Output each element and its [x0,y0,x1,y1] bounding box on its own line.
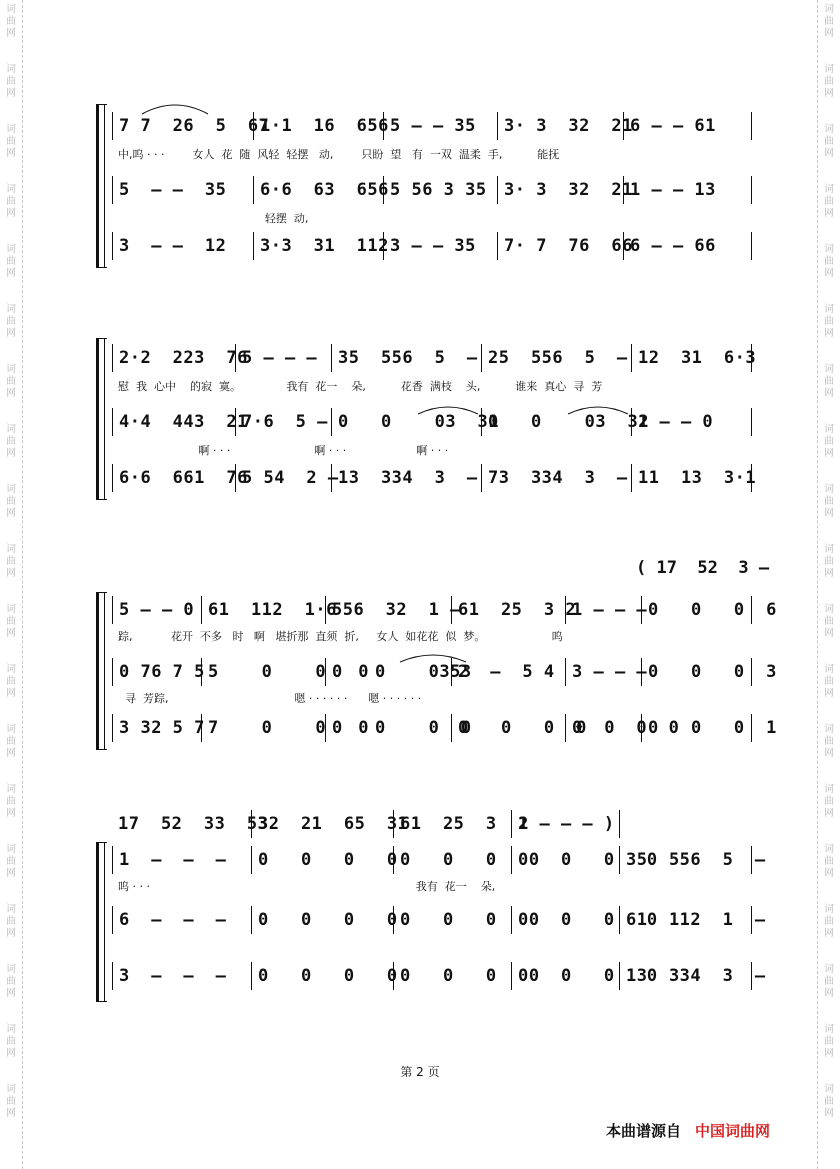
s4-lyric-1: 呜 · · · 我有 花一 朵, [118,880,496,893]
watermark-text: 词 曲 网 [824,724,834,759]
watermark-text: 词 曲 网 [6,604,16,639]
watermark-text: 词 曲 网 [824,484,834,519]
s1-voice-1 [112,112,752,140]
watermark-text: 词 曲 网 [824,64,834,99]
s3v1-m4: 61 25 3 2 [452,596,566,624]
s2v2-m1: 4·4 443 21 [112,408,236,436]
s2-slur-1 [416,404,480,416]
s4v3-m4: 0 0 0 0 [512,962,620,990]
watermark-text: 词 曲 网 [824,424,834,459]
s1v2-m2: 6·6 63 656 [254,176,384,204]
watermark-text: 词 曲 网 [824,124,834,159]
s3v3-m2: 7 0 0 0 [202,714,326,742]
s4t-m3: 61 25 3 2 [394,810,512,838]
s3v1-m3: 556 32 1 — [326,596,452,624]
s3v1-m5: 1 — — — [566,596,642,624]
system-2-brace [96,338,107,500]
s4v2-m4: 0 0 0 0 [512,906,620,934]
s2v1-m2: 5 — — — [236,344,332,372]
s3v2-m4: 2 — 5 4 [452,658,566,686]
watermark-text: 词 曲 网 [6,484,16,519]
s4v2-m1: 6 — — — [112,906,252,934]
s1v1-m1: 7 7 26 5 67 [112,112,254,140]
watermark-text: 词 曲 网 [6,304,16,339]
s1v1-m3: 5 — — 35 [384,112,498,140]
s4-voice-1 [112,846,766,874]
system-1-brace [96,104,107,268]
s1v3-m4: 7· 7 76 66 [498,232,624,260]
s3-slur-1 [398,652,468,664]
watermark-text: 词 曲 网 [824,364,834,399]
watermark-text: 词 曲 网 [6,244,16,279]
watermark-text: 词 曲 网 [6,184,16,219]
s3-voice-1 [112,596,777,624]
s2v1-m1: 2·2 223 76 [112,344,236,372]
watermark-text: 词 曲 网 [824,844,834,879]
s2v3-m2: 5 54 2 — [236,464,332,492]
watermark-text: 词 曲 网 [824,544,834,579]
right-watermark-strip [817,0,840,1169]
s1v3-m1: 3 — — 12 [112,232,254,260]
s4v1-m3: 0 0 0 0 [394,846,512,874]
page-number: 第 2 页 [400,1065,440,1079]
watermark-text: 词 曲 网 [6,64,16,99]
s1-lyric-1: 中,呜 · · · 女人 花 随 风轻 轻摆 动, 只盼 望 有 一双 温柔 手, 能抚 [118,148,560,161]
s1v2-m4: 3· 3 32 21 [498,176,624,204]
s4v3-m5: 13 334 3 — [620,962,752,990]
s2-voice-1 [112,344,757,372]
s4v3-m2: 0 0 0 0 [252,962,394,990]
s1v3-m5: 6 — — 66 [624,232,752,260]
s2v2-m3: 0 0 03 31 [332,408,482,436]
s2-slur-2 [566,404,630,416]
watermark-text: 词 曲 网 [6,904,16,939]
s1-voice-3 [112,232,752,260]
watermark-text: 词 曲 网 [824,1024,834,1059]
s2v1-m4: 25 556 5 — [482,344,632,372]
s2v2-m4: 0 0 03 32 [482,408,632,436]
s2v3-m5: 11 13 3·1 [632,464,752,492]
watermark-text: 词 曲 网 [824,904,834,939]
s3v2-m2: 5 0 0 0 [202,658,326,686]
s2v2-m5: 1 — — 0 [632,408,752,436]
s4t-m4: 1 — — — ) [512,810,620,838]
s3-voice-3 [112,714,777,742]
s1v1-m2: 1·1 16 656 [254,112,384,140]
s3v1-m6: 0 0 0 6 [642,596,752,624]
s3v3-m3: 0 0 0 0 [326,714,452,742]
watermark-text: 词 曲 网 [824,4,834,39]
s2v3-m1: 6·6 661 76 [112,464,236,492]
s3v2-m6: 0 0 0 3 [642,658,752,686]
s4v3-m1: 3 — — — [112,962,252,990]
s3v3-m6: 0 0 0 1 [642,714,752,742]
s3v3-m4: 0 0 0 0 [452,714,566,742]
watermark-text: 词 曲 网 [824,1084,834,1119]
s3v1-m2: 61 112 1·6 [202,596,326,624]
s4v1-m4: 0 0 0 0 [512,846,620,874]
s1v1-m5: 6 — — 61 [624,112,752,140]
watermark-text: 词 曲 网 [824,244,834,279]
s2-lyric-2: 啊 · · · 啊 · · · 啊 · · · [118,444,449,457]
s2v1-m3: 35 556 5 — [332,344,482,372]
watermark-text: 词 曲 网 [6,1084,16,1119]
watermark-text: 词 曲 网 [6,724,16,759]
source-credit [606,1120,770,1141]
s1-slur-1 [140,100,210,116]
s1v3-m3: 3 — — 35 [384,232,498,260]
s1v2-m1: 5 — — 35 [112,176,254,204]
s1-voice-2 [112,176,752,204]
watermark-text: 词 曲 网 [6,964,16,999]
watermark-text: 词 曲 网 [824,664,834,699]
system-3-brace [96,592,107,750]
s4t-m2: 32 21 65 31 [252,810,394,838]
watermark-text: 词 曲 网 [6,664,16,699]
watermark-text: 词 曲 网 [6,1024,16,1059]
s3-lyric-2: 寻 芳踪, 嗯 · · · · · · 嗯 · · · · · · [118,692,422,705]
s1v1-m4: 3· 3 32 21 [498,112,624,140]
s2v2-m2: 7·6 5 — [236,408,332,436]
s1v3-m2: 3·3 31 112 [254,232,384,260]
system-4-brace [96,842,107,1002]
s3v2-m5: 3 — — — [566,658,642,686]
watermark-text: 词 曲 网 [6,4,16,39]
s1-lyric-2: 轻摆 动, [118,212,309,225]
watermark-text: 词 曲 网 [824,304,834,339]
source-brand[interactable]: 中国词曲网 [695,1122,771,1140]
s2-voice-3 [112,464,757,492]
s3v3-m5: 0 0 0 0 [566,714,642,742]
s4v2-m3: 0 0 0 0 [394,906,512,934]
s4v1-m2: 0 0 0 0 [252,846,394,874]
s1v2-m3: 5 56 3 35 [384,176,498,204]
watermark-text: 词 曲 网 [824,784,834,819]
left-watermark-strip [0,0,23,1169]
watermark-text: 词 曲 网 [824,184,834,219]
s2-lyric-1: 慰 我 心中 的寂 寞。 我有 花一 朵, 花香 满枝 头, 谁来 真心 寻 芳 [118,380,603,393]
s3-lyric-1: 踪, 花开 不多 时 啊 堪折那 直须 折, 女人 如花花 似 梦。 呜 [118,630,563,643]
s3v2-m3: 0 0 0353 [326,658,452,686]
s2v1-m5: 12 31 6·3 [632,344,752,372]
watermark-text: 词 曲 网 [824,964,834,999]
s4v2-m5: 61 112 1 — [620,906,752,934]
s3v2-m1: 0 76 7 5 [112,658,202,686]
watermark-text: 词 曲 网 [6,844,16,879]
s1v2-m5: 1 — — 13 [624,176,752,204]
watermark-text: 词 曲 网 [824,604,834,639]
s3v1-m1: 5 — — 0 [112,596,202,624]
s4v1-m5: 35 556 5 — [620,846,752,874]
s4-top-line [112,810,632,838]
s4-voice-3 [112,962,766,990]
s4-voice-2 [112,906,766,934]
s4v3-m3: 0 0 0 0 [394,962,512,990]
watermark-text: 词 曲 网 [6,124,16,159]
s2v3-m4: 73 334 3 — [482,464,632,492]
watermark-text: 词 曲 网 [6,544,16,579]
s2v3-m3: 13 334 3 — [332,464,482,492]
watermark-text: 词 曲 网 [6,364,16,399]
s4t-m1: 17 52 33 53 [112,810,252,838]
source-label: 本曲谱源自 [606,1122,682,1140]
s4v1-m1: 1 — — — [112,846,252,874]
s3v3-m1: 3 32 5 7 [112,714,202,742]
s3-intro-line: ( 17 52 3 — [636,558,770,578]
watermark-text: 词 曲 网 [6,424,16,459]
watermark-text: 词 曲 网 [6,784,16,819]
s4v2-m2: 0 0 0 0 [252,906,394,934]
